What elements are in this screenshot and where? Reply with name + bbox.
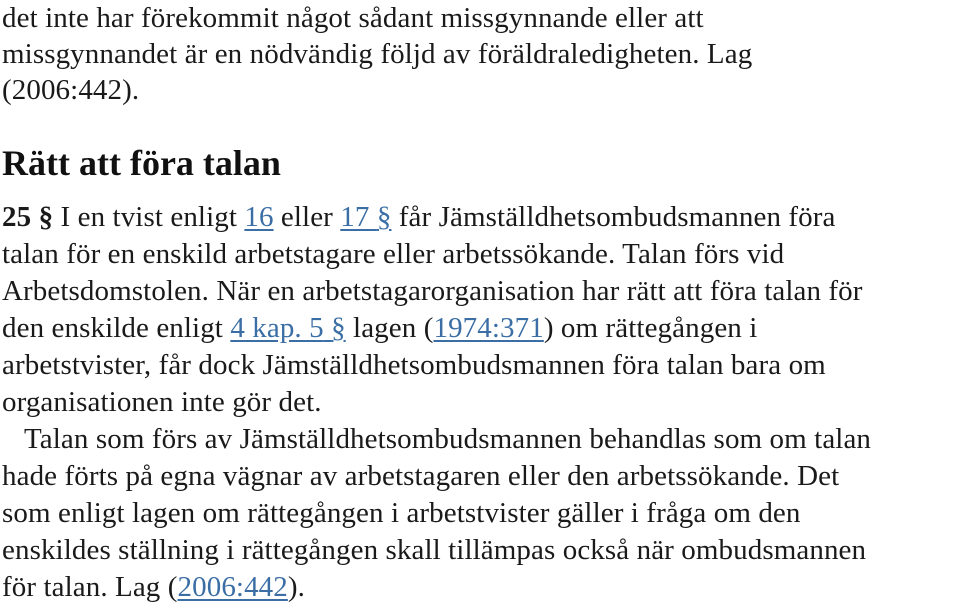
section-text: ) om rättegången i <box>543 312 758 344</box>
section-line: som enligt lagen om rättegången i arbetstvister gäller i fråga om den <box>2 497 801 529</box>
intro-line: (2006:442). <box>2 74 140 106</box>
section-line: talan för en enskild arbetstagare eller arbetssökande. Talan förs vid <box>2 238 785 270</box>
section-line <box>2 569 305 606</box>
section-line <box>2 310 757 347</box>
section-heading: Rätt att föra talan <box>2 143 281 183</box>
link-4-kap-5-text: 4 kap. 5 <box>230 312 324 344</box>
section-text: lagen ( <box>345 312 434 344</box>
intro-line: det inte har förekommit något sådant missgynnande eller att <box>2 2 704 34</box>
section-text: eller <box>273 201 341 233</box>
section-number: 25 <box>2 201 32 233</box>
link-2006-442[interactable]: 2006:442 <box>177 571 288 603</box>
section-line: Arbetsdomstolen. När en arbetstagarorganisation har rätt att föra talan för <box>2 275 863 307</box>
link-4-kap-5[interactable] <box>230 312 345 344</box>
section-text: den enskilde enligt <box>2 312 231 344</box>
section-line: Talan som förs av Jämställdhetsombudsmannen behandlas som om talan <box>24 423 872 455</box>
intro-line: missgynnandet är en nödvändig följd av föräldraledigheten. Lag <box>2 38 753 70</box>
section-text: för talan. Lag ( <box>2 571 178 603</box>
link-section-16[interactable]: 16 <box>244 201 274 233</box>
section-line: enskildes ställning i rättegången skall tillämpas också när ombudsmannen <box>2 534 867 566</box>
section-line <box>2 199 835 236</box>
link-section-17-number: 17 <box>340 201 370 233</box>
section-line: organisationen inte gör det. <box>2 386 322 418</box>
section-line: arbetstvister, får dock Jämställdhetsombudsmannen föra talan bara om <box>2 349 826 381</box>
section-symbol-icon: § <box>376 201 392 233</box>
section-text: får Jämställdhetsombudsmannen föra <box>391 201 836 233</box>
section-line: hade förts på egna vägnar av arbetstagaren eller den arbetssökande. Det <box>2 460 840 492</box>
section-symbol: § <box>38 201 54 233</box>
link-1974-371[interactable]: 1974:371 <box>433 312 544 344</box>
section-text: I en tvist enligt <box>53 201 245 233</box>
section-symbol-icon: § <box>331 312 346 344</box>
section-text: ). <box>287 571 305 603</box>
link-section-17[interactable] <box>340 201 391 233</box>
